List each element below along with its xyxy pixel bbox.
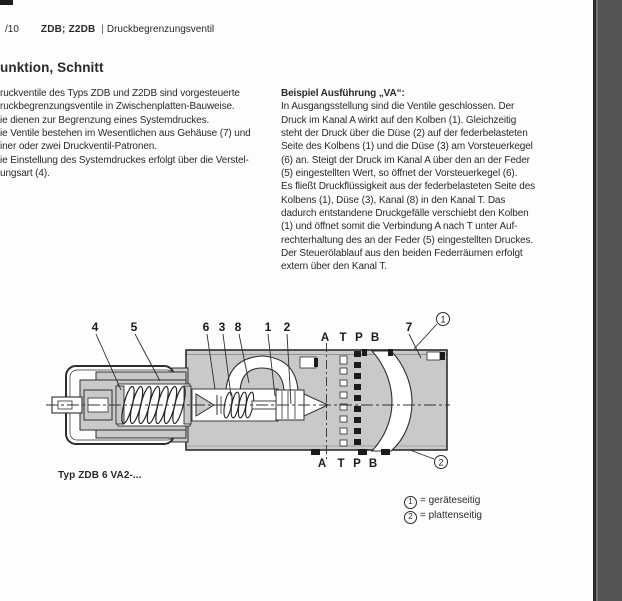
text-line: ruckventile des Typs ZDB und Z2DB sind vorgesteuerte	[0, 88, 240, 99]
part-label-4: 4	[91, 320, 99, 334]
text-line: ruckbegrenzungsventile in Zwischenplatten-Bauweise.	[0, 101, 235, 113]
port-label-B-top: B	[370, 332, 380, 344]
port-label-P-bottom: P	[353, 458, 361, 470]
part-label-2: 2	[283, 320, 291, 334]
part-label-1: 1	[264, 320, 272, 334]
text-line: (5) eingestellten Wert, so öffnet der Vorsteuerkegel (6).	[281, 168, 518, 180]
left-text-column	[0, 87, 270, 180]
part-label-5: 5	[130, 320, 138, 334]
example-heading: Beispiel Ausführung „VA“:	[281, 88, 405, 99]
part-label-7: 7	[405, 320, 413, 334]
port-label-A-top: A	[320, 332, 330, 344]
part-label-8: 8	[234, 320, 242, 334]
page-header	[5, 24, 214, 35]
text-line: extern über den Kanal T.	[281, 261, 387, 273]
callout-1-number: 1	[440, 314, 446, 325]
legend-item	[404, 494, 482, 509]
scan-corner-mark	[0, 0, 13, 5]
text-line: ie Einstellung des Systemdruckes erfolgt über die Verstel-	[0, 154, 249, 166]
legend-circle-1: 1	[404, 496, 417, 509]
page-edge-shadow	[593, 0, 622, 601]
text-line: Kolbens (1), Düse (3), Kanal (8) in den Kanal T. Das	[281, 194, 506, 206]
callout-2-circle	[435, 456, 448, 469]
section-heading: unktion, Schnitt	[0, 60, 104, 75]
port-label-T-bottom: T	[337, 458, 345, 470]
channel-P-seals	[354, 351, 361, 445]
callout-2-number: 2	[438, 457, 444, 468]
part-label-3: 3	[218, 320, 226, 334]
text-line: dadurch entstandene Druckgefälle verschiebt den Kolben	[281, 208, 529, 220]
header-separator: |	[101, 24, 104, 35]
part-label-6: 6	[202, 320, 210, 334]
figure-legend	[404, 494, 482, 524]
text-line: ungsart (4).	[0, 168, 50, 180]
legend-text-1: = geräteseitig	[420, 495, 481, 506]
text-line: rechterhaltung des an der Feder (5) eingestellten Druckes.	[281, 234, 534, 246]
port-label-B-bottom: B	[368, 458, 378, 470]
legend-item	[404, 509, 482, 524]
text-line: iner oder zwei Druckventil-Patronen.	[0, 141, 157, 153]
text-line: Seite des Kolbens (1) und die Düse (3) am Vorsteuerkegel	[281, 141, 533, 153]
port-label-A-bottom: A	[317, 458, 327, 470]
valve-cross-section-figure	[0, 300, 622, 485]
page-number: /10	[5, 24, 19, 35]
text-line: (6) an. Steigt der Druck im Kanal A über den an der Feder	[281, 154, 530, 166]
text-line: ie dienen zur Begrenzung eines Systemdruckes.	[0, 114, 210, 126]
text-line: ie Ventile bestehen im Wesentlichen aus Gehäuse (7) und	[0, 128, 251, 140]
text-line: Der Steuerölablauf aus den beiden Federräumen erfolgt	[281, 248, 523, 260]
callout-1-circle	[437, 313, 450, 326]
text-line: Druck im Kanal A wirkt auf den Kolben (1). Gleichzeitig	[281, 114, 517, 126]
figure-caption: Typ ZDB 6 VA2-...	[58, 470, 142, 481]
legend-text-2: = plattenseitig	[420, 510, 482, 521]
legend-circle-2: 2	[404, 511, 417, 524]
text-line: (1) und öffnet somit die Verbindung A nach T unter Auf-	[281, 221, 518, 233]
right-text-column	[281, 87, 581, 274]
text-line: In Ausgangsstellung sind die Ventile geschlossen. Der	[281, 101, 515, 113]
port-label-T-top: T	[339, 332, 347, 344]
text-line: Es fließt Druckflüssigkeit aus der federbelasteten Seite des	[281, 181, 536, 193]
text-line: steht der Druck über die Düse (2) auf der federbelasteten	[281, 128, 528, 140]
doc-title: Druckbegrenzungsventil	[106, 24, 215, 35]
port-label-P-top: P	[355, 332, 363, 344]
doc-code: ZDB; Z2DB	[40, 24, 96, 35]
